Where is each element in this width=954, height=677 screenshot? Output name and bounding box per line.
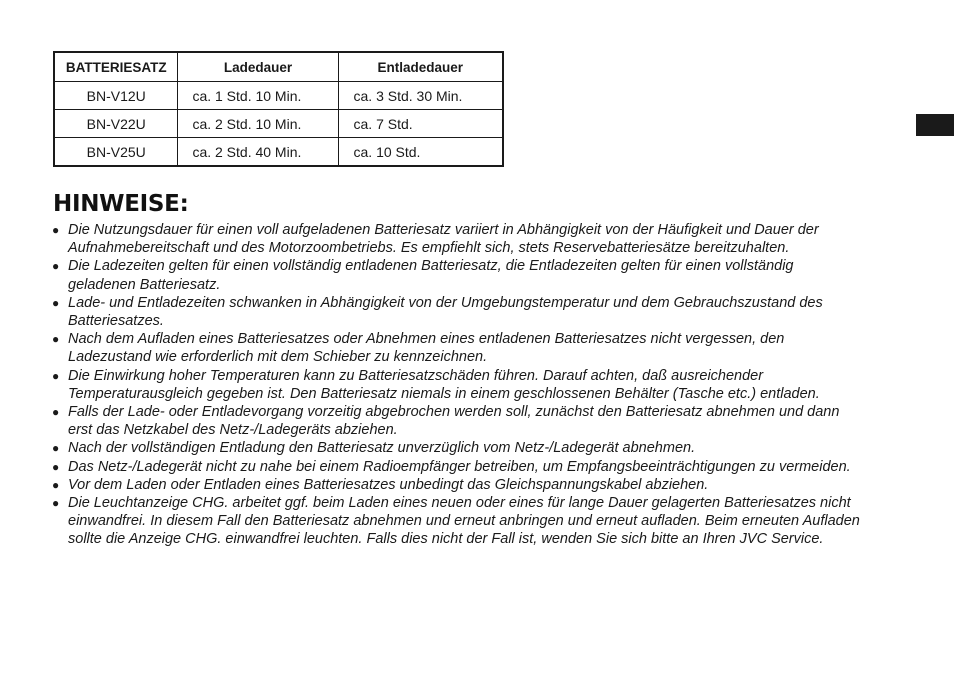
note-text: Lade- und Entladezeiten schwanken in Abhängigkeit von der Umgebungstemperatur und dem Gebrauchszustand des Batteriesatzes. bbox=[68, 294, 823, 330]
note-text: Nach der vollständigen Entladung den Batteriesatz unverzüglich vom Netz-/Ladegerät abnehmen. bbox=[68, 440, 696, 457]
table-cell-battery: BN-V12U bbox=[54, 82, 178, 110]
battery-table bbox=[53, 51, 504, 167]
bullet-icon: ● bbox=[52, 368, 60, 383]
list-item bbox=[50, 330, 910, 366]
note-text: Das Netz-/Ladegerät nicht zu nahe bei einem Radioempfänger betreiben, um Empfangsbeeinträchtigungen zu vermeiden. bbox=[68, 458, 851, 475]
bullet-icon: ● bbox=[52, 295, 60, 310]
table-row bbox=[54, 82, 503, 110]
page-tab-marker bbox=[916, 114, 954, 136]
note-text: Die Leuchtanzeige CHG. arbeitet ggf. beim Laden eines neuen oder eines für lange Dauer gelagerten Batteriesatzes nicht einwandfrei. In diesem Fall den Batteriesatz abnehmen und erneut anbringen und erneut aufladen. Beim erneuten Aufladen sollte die Anzeige CHG. einwandfrei leuchten. Falls dies nicht der Fall ist, wenden Sie sich bitte an Ihren JVC Service. bbox=[68, 495, 860, 548]
bullet-icon: ● bbox=[52, 459, 60, 474]
column-header-entladedauer: Entladedauer bbox=[338, 52, 503, 82]
bullet-icon: ● bbox=[52, 259, 60, 274]
table-cell-discharge-time: ca. 3 Std. 30 Min. bbox=[338, 82, 503, 110]
bullet-icon: ● bbox=[52, 332, 60, 347]
bullet-icon: ● bbox=[52, 405, 60, 420]
table-cell-charge-time: ca. 2 Std. 10 Min. bbox=[178, 110, 338, 138]
column-header-ladedauer: Ladedauer bbox=[178, 52, 338, 82]
table-cell-discharge-time: ca. 7 Std. bbox=[338, 110, 503, 138]
bullet-icon: ● bbox=[52, 223, 60, 237]
list-item bbox=[50, 221, 910, 257]
table-header-row bbox=[54, 52, 503, 82]
table-cell-discharge-time: ca. 10 Std. bbox=[338, 138, 503, 167]
bullet-icon: ● bbox=[52, 477, 60, 492]
list-item bbox=[50, 367, 910, 403]
note-text: Falls der Lade- oder Entladevorgang vorzeitig abgebrochen werden soll, zunächst den Batteriesatz abnehmen und dann erst das Netzkabel des Netz-/Ladegeräts abziehen. bbox=[68, 404, 840, 439]
bullet-icon: ● bbox=[52, 441, 60, 456]
table-row bbox=[54, 110, 503, 138]
notes-list bbox=[50, 221, 910, 549]
list-item bbox=[50, 476, 910, 494]
note-text: Nach dem Aufladen eines Batteriesatzes oder Abnehmen eines entladenen Batteriesatzes nicht vergessen, den Ladezustand wie erforderlich mit dem Schieber zu kennzeichnen. bbox=[68, 331, 785, 366]
note-text: Die Einwirkung hoher Temperaturen kann zu Batteriesatzschäden führen. Darauf achten, daß ausreichender Temperaturausgleich gegeben ist. Den Batteriesatz niemals in einem geschlossenen Behälter (Tasche etc.) entladen. bbox=[68, 367, 820, 402]
list-item bbox=[50, 294, 910, 330]
list-item bbox=[50, 257, 910, 293]
list-item bbox=[50, 439, 910, 457]
note-text: Die Nutzungsdauer für einen voll aufgeladenen Batteriesatz variiert in Abhängigkeit von der Häufigkeit und Dauer der Aufnahmebereitschaft und des Motorzoombetriebs. Es empfiehlt sich, stets Reservebatteriesätze bereitzuhalten. bbox=[68, 222, 819, 257]
table-cell-battery: BN-V25U bbox=[54, 138, 178, 167]
bullet-icon: ● bbox=[52, 496, 60, 511]
table-row bbox=[54, 138, 503, 167]
column-header-batteriesatz: BATTERIESATZ bbox=[54, 52, 178, 82]
note-text: Die Ladezeiten gelten für einen vollständig entladenen Batteriesatz, die Entladezeiten gelten für einen vollständig geladenen Batteriesatz. bbox=[68, 258, 794, 293]
list-item bbox=[50, 458, 910, 476]
notes-heading: HINWEISE: bbox=[53, 191, 189, 217]
table-cell-charge-time: ca. 2 Std. 40 Min. bbox=[178, 138, 338, 167]
list-item bbox=[50, 494, 910, 549]
note-text: Vor dem Laden oder Entladen eines Batteriesatzes unbedingt das Gleichspannungskabel abziehen. bbox=[68, 476, 709, 493]
list-item bbox=[50, 403, 910, 439]
table-cell-battery: BN-V22U bbox=[54, 110, 178, 138]
table-cell-charge-time: ca. 1 Std. 10 Min. bbox=[178, 82, 338, 110]
